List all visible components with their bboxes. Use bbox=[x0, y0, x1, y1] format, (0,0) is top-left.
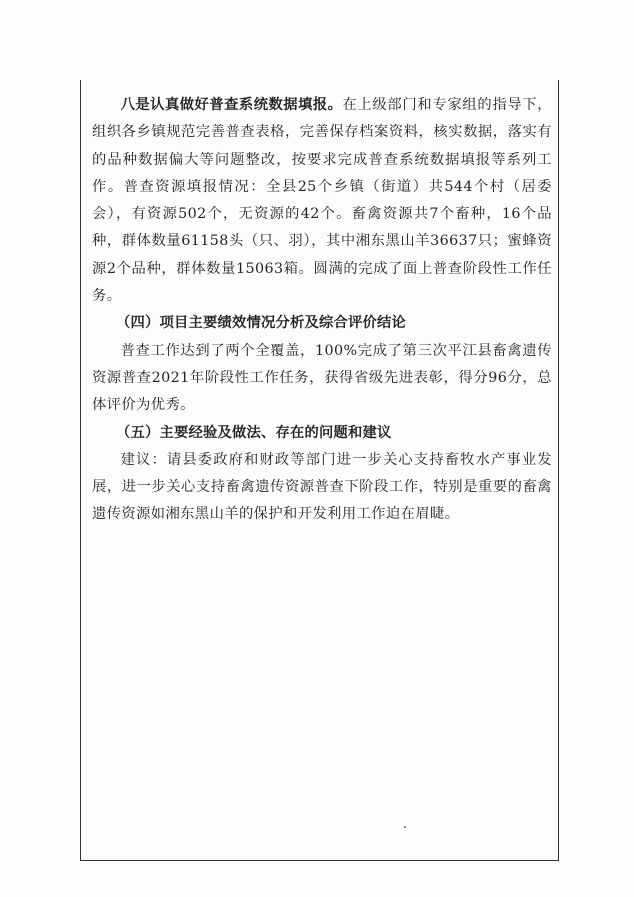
section-five-heading: （五）主要经验及做法、存在的问题和建议 bbox=[116, 424, 392, 441]
section-four-heading: （四）项目主要绩效情况分析及综合评价结论 bbox=[116, 315, 406, 332]
section-eight-body: 在上级部门和专家组的指导下，组织各乡镇规范完善普查表格，完善保存档案资料，核实数据，落实有的品种数据偏大等问题整改，按要求完成普查系统数据填报等系列工作。普查资源填报情况：全县25个乡镇（街道）共544个村（居委会），有资源502个，无资源的42个。畜禽资源共7个畜种，16个品种，群体数量61158头（只、羽），其中湘东黑山羊36637只；蜜蜂资源2个品种，群体数量15063箱。圆满的完成了面上普查阶段性工作任务。 bbox=[92, 97, 552, 305]
section-five-body: 建议：请县委政府和财政等部门进一步关心支持畜牧水产事业发展，进一步关心支持畜禽遗传资源普查下阶段工作，特别是重要的畜禽遗传资源如湘东黑山羊的保护和开发利用工作迫在眉睫。 bbox=[92, 451, 552, 523]
page-content bbox=[92, 92, 552, 529]
section-eight-paragraph bbox=[92, 92, 552, 310]
section-eight-lead: 八是认真做好普查系统数据填报。 bbox=[120, 97, 343, 113]
section-four-body: 普查工作达到了两个全覆盖，100%完成了第三次平江县畜禽遗传资源普查2021年阶段性工作任务，获得省级先进表彰，得分96分，总体评价为优秀。 bbox=[92, 342, 552, 414]
scan-speck bbox=[404, 826, 406, 828]
